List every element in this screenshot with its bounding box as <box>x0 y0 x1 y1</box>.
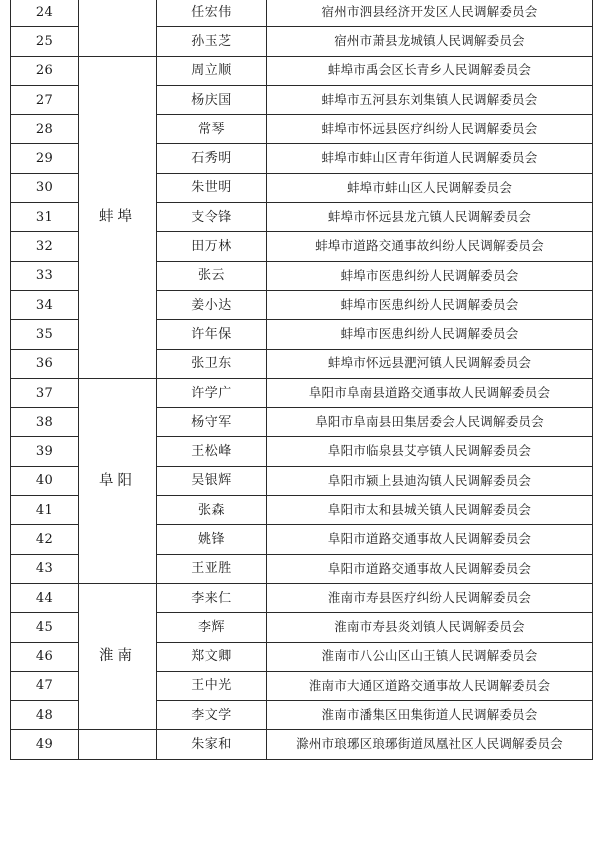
mediator-name: 张卫东 <box>157 349 267 378</box>
row-number: 30 <box>11 173 79 202</box>
committee-name: 蚌埠市医患纠纷人民调解委员会 <box>267 320 593 349</box>
committee-name: 阜阳市道路交通事故人民调解委员会 <box>267 554 593 583</box>
row-number: 40 <box>11 466 79 495</box>
row-number: 44 <box>11 583 79 612</box>
row-number: 48 <box>11 701 79 730</box>
mediator-name: 姜小达 <box>157 290 267 319</box>
committee-name: 蚌埠市怀远县龙亢镇人民调解委员会 <box>267 203 593 232</box>
row-number: 35 <box>11 320 79 349</box>
row-number: 49 <box>11 730 79 759</box>
committee-name: 蚌埠市禹会区长青乡人民调解委员会 <box>267 56 593 85</box>
mediator-name: 杨守军 <box>157 408 267 437</box>
table-row <box>11 730 593 759</box>
committee-name: 蚌埠市怀远县医疗纠纷人民调解委员会 <box>267 115 593 144</box>
row-number: 42 <box>11 525 79 554</box>
city-cell: 淮南 <box>79 583 157 729</box>
table-row <box>11 583 593 612</box>
row-number: 46 <box>11 642 79 671</box>
row-number: 47 <box>11 671 79 700</box>
table-row <box>11 56 593 85</box>
table-row <box>11 0 593 27</box>
committee-name: 宿州市萧县龙城镇人民调解委员会 <box>267 27 593 56</box>
row-number: 24 <box>11 0 79 27</box>
row-number: 34 <box>11 290 79 319</box>
mediator-name: 石秀明 <box>157 144 267 173</box>
city-cell: 阜阳 <box>79 378 157 583</box>
committee-name: 阜阳市阜南县道路交通事故人民调解委员会 <box>267 378 593 407</box>
mediator-name: 朱世明 <box>157 173 267 202</box>
mediator-name: 姚锋 <box>157 525 267 554</box>
city-cell <box>79 730 157 759</box>
mediator-name: 王松峰 <box>157 437 267 466</box>
mediator-name: 周立顺 <box>157 56 267 85</box>
row-number: 25 <box>11 27 79 56</box>
row-number: 27 <box>11 85 79 114</box>
committee-name: 蚌埠市蚌山区青年街道人民调解委员会 <box>267 144 593 173</box>
mediator-name: 李辉 <box>157 613 267 642</box>
row-number: 39 <box>11 437 79 466</box>
mediator-name: 李来仁 <box>157 583 267 612</box>
row-number: 37 <box>11 378 79 407</box>
committee-name: 阜阳市颍上县迪沟镇人民调解委员会 <box>267 466 593 495</box>
row-number: 41 <box>11 496 79 525</box>
roster-sheet <box>10 0 590 760</box>
committee-name: 淮南市寿县炎刘镇人民调解委员会 <box>267 613 593 642</box>
mediator-name: 王亚胜 <box>157 554 267 583</box>
row-number: 36 <box>11 349 79 378</box>
mediator-name: 常琴 <box>157 115 267 144</box>
mediator-table-body <box>11 0 593 759</box>
committee-name: 蚌埠市道路交通事故纠纷人民调解委员会 <box>267 232 593 261</box>
row-number: 31 <box>11 203 79 232</box>
mediator-name: 李文学 <box>157 701 267 730</box>
mediator-name: 郑文卿 <box>157 642 267 671</box>
row-number: 38 <box>11 408 79 437</box>
row-number: 29 <box>11 144 79 173</box>
committee-name: 蚌埠市五河县东刘集镇人民调解委员会 <box>267 85 593 114</box>
mediator-table <box>10 0 593 760</box>
mediator-name: 吴银辉 <box>157 466 267 495</box>
mediator-name: 张云 <box>157 261 267 290</box>
committee-name: 阜阳市临泉县艾亭镇人民调解委员会 <box>267 437 593 466</box>
row-number: 45 <box>11 613 79 642</box>
mediator-name: 田万林 <box>157 232 267 261</box>
committee-name: 阜阳市道路交通事故人民调解委员会 <box>267 525 593 554</box>
committee-name: 淮南市潘集区田集街道人民调解委员会 <box>267 701 593 730</box>
mediator-name: 许年保 <box>157 320 267 349</box>
mediator-name: 任宏伟 <box>157 0 267 27</box>
city-cell <box>79 0 157 56</box>
mediator-name: 杨庆国 <box>157 85 267 114</box>
city-cell: 蚌埠 <box>79 56 157 378</box>
mediator-name: 支令锋 <box>157 203 267 232</box>
mediator-name: 王中光 <box>157 671 267 700</box>
committee-name: 滁州市琅琊区琅琊街道凤凰社区人民调解委员会 <box>267 730 593 759</box>
committee-name: 淮南市寿县医疗纠纷人民调解委员会 <box>267 583 593 612</box>
mediator-name: 朱家和 <box>157 730 267 759</box>
mediator-name: 孙玉芝 <box>157 27 267 56</box>
row-number: 32 <box>11 232 79 261</box>
row-number: 33 <box>11 261 79 290</box>
committee-name: 宿州市泗县经济开发区人民调解委员会 <box>267 0 593 27</box>
committee-name: 淮南市大通区道路交通事故人民调解委员会 <box>267 671 593 700</box>
committee-name: 蚌埠市怀远县淝河镇人民调解委员会 <box>267 349 593 378</box>
committee-name: 蚌埠市蚌山区人民调解委员会 <box>267 173 593 202</box>
row-number: 43 <box>11 554 79 583</box>
mediator-name: 张森 <box>157 496 267 525</box>
committee-name: 蚌埠市医患纠纷人民调解委员会 <box>267 290 593 319</box>
committee-name: 蚌埠市医患纠纷人民调解委员会 <box>267 261 593 290</box>
row-number: 28 <box>11 115 79 144</box>
table-row <box>11 378 593 407</box>
mediator-name: 许学广 <box>157 378 267 407</box>
committee-name: 淮南市八公山区山王镇人民调解委员会 <box>267 642 593 671</box>
row-number: 26 <box>11 56 79 85</box>
committee-name: 阜阳市阜南县田集居委会人民调解委员会 <box>267 408 593 437</box>
committee-name: 阜阳市太和县城关镇人民调解委员会 <box>267 496 593 525</box>
